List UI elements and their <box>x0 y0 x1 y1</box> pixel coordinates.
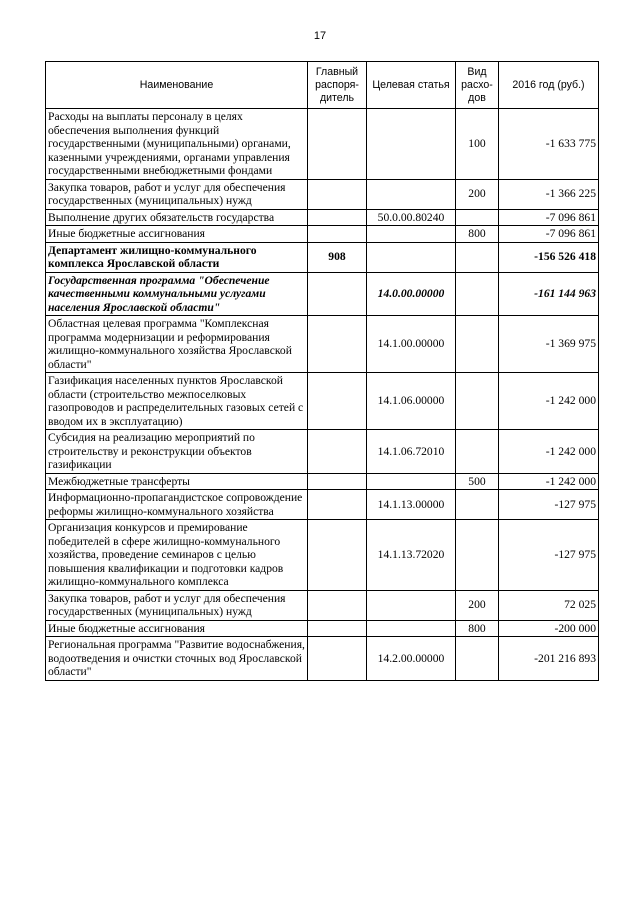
table-row <box>46 242 599 272</box>
cell-gr <box>308 179 367 209</box>
cell-gr <box>308 473 367 490</box>
cell-sum: -161 144 963 <box>499 272 599 316</box>
cell-sum: -1 242 000 <box>499 373 599 430</box>
cell-vr: 800 <box>456 226 499 243</box>
cell-gr <box>308 373 367 430</box>
cell-vr: 800 <box>456 620 499 637</box>
table-row <box>46 490 599 520</box>
cell-name: Областная целевая программа "Комплексная программа модернизации и реформирования жилищно-коммунального хозяйства Ярославской области" <box>46 316 308 373</box>
cell-vr <box>456 373 499 430</box>
table-row <box>46 520 599 591</box>
cell-gr <box>308 637 367 681</box>
cell-gr <box>308 209 367 226</box>
cell-vr <box>456 209 499 226</box>
table-row <box>46 473 599 490</box>
cell-cs: 14.1.06.72010 <box>367 430 456 474</box>
header-celevaya: Целевая статья <box>367 62 456 109</box>
cell-cs: 50.0.00.80240 <box>367 209 456 226</box>
cell-name: Субсидия на реализацию мероприятий по строительству и реконструкции объектов газификации <box>46 430 308 474</box>
cell-sum: -1 366 225 <box>499 179 599 209</box>
cell-gr <box>308 272 367 316</box>
cell-vr <box>456 490 499 520</box>
cell-cs <box>367 620 456 637</box>
cell-sum: -1 242 000 <box>499 430 599 474</box>
cell-vr: 500 <box>456 473 499 490</box>
cell-name: Государственная программа "Обеспечение качественными коммунальными услугами населения Ярославской области" <box>46 272 308 316</box>
cell-gr <box>308 520 367 591</box>
cell-cs <box>367 590 456 620</box>
budget-table <box>45 61 599 681</box>
cell-vr: 200 <box>456 179 499 209</box>
cell-vr <box>456 520 499 591</box>
table-row <box>46 637 599 681</box>
cell-cs <box>367 242 456 272</box>
cell-name: Закупка товаров, работ и услуг для обеспечения государственных (муниципальных) нужд <box>46 179 308 209</box>
cell-name: Организация конкурсов и премирование победителей в сфере жилищно-коммунального хозяйства, проведение семинаров с целью повышения квалификации и подготовки кадров жилищно-коммунального комплекса <box>46 520 308 591</box>
cell-sum: -201 216 893 <box>499 637 599 681</box>
header-amount: 2016 год (руб.) <box>499 62 599 109</box>
table-row <box>46 209 599 226</box>
table-row <box>46 590 599 620</box>
cell-vr <box>456 637 499 681</box>
cell-gr <box>308 109 367 180</box>
cell-vr <box>456 242 499 272</box>
cell-sum: -127 975 <box>499 490 599 520</box>
table-row <box>46 272 599 316</box>
cell-sum: -200 000 <box>499 620 599 637</box>
cell-name: Газификация населенных пунктов Ярославской области (строительство межпоселковых газопроводов и распределительных газовых сетей с вводом их в эксплуатацию) <box>46 373 308 430</box>
cell-vr: 100 <box>456 109 499 180</box>
cell-name: Региональная программа "Развитие водоснабжения, водоотведения и очистки сточных вод Ярославской области" <box>46 637 308 681</box>
cell-cs: 14.1.00.00000 <box>367 316 456 373</box>
cell-sum: -156 526 418 <box>499 242 599 272</box>
cell-cs: 14.1.06.00000 <box>367 373 456 430</box>
cell-sum: -1 369 975 <box>499 316 599 373</box>
cell-gr <box>308 590 367 620</box>
cell-cs: 14.1.13.00000 <box>367 490 456 520</box>
cell-name: Иные бюджетные ассигнования <box>46 226 308 243</box>
cell-gr <box>308 490 367 520</box>
cell-cs <box>367 179 456 209</box>
header-vid: Вид расхо-дов <box>456 62 499 109</box>
table-header-row <box>46 62 599 109</box>
table-row <box>46 620 599 637</box>
cell-cs: 14.0.00.00000 <box>367 272 456 316</box>
cell-name: Иные бюджетные ассигнования <box>46 620 308 637</box>
table-row <box>46 316 599 373</box>
cell-cs <box>367 226 456 243</box>
table-row <box>46 430 599 474</box>
cell-gr: 908 <box>308 242 367 272</box>
table-row <box>46 373 599 430</box>
cell-vr <box>456 272 499 316</box>
cell-sum: 72 025 <box>499 590 599 620</box>
cell-sum: -7 096 861 <box>499 226 599 243</box>
cell-vr <box>456 316 499 373</box>
table-row <box>46 179 599 209</box>
cell-gr <box>308 316 367 373</box>
cell-name: Выполнение других обязательств государства <box>46 209 308 226</box>
cell-gr <box>308 226 367 243</box>
header-glavny: Главный распоря-дитель <box>308 62 367 109</box>
cell-name: Межбюджетные трансферты <box>46 473 308 490</box>
page-number: 17 <box>313 30 327 42</box>
cell-vr <box>456 430 499 474</box>
cell-sum: -7 096 861 <box>499 209 599 226</box>
cell-name: Департамент жилищно-коммунального комплекса Ярославской области <box>46 242 308 272</box>
cell-cs <box>367 473 456 490</box>
cell-gr <box>308 620 367 637</box>
cell-cs <box>367 109 456 180</box>
table-row <box>46 109 599 180</box>
header-name: Наименование <box>46 62 308 109</box>
cell-cs: 14.2.00.00000 <box>367 637 456 681</box>
cell-vr: 200 <box>456 590 499 620</box>
cell-name: Информационно-пропагандистское сопровождение реформы жилищно-коммунального хозяйства <box>46 490 308 520</box>
cell-sum: -127 975 <box>499 520 599 591</box>
cell-gr <box>308 430 367 474</box>
cell-sum: -1 242 000 <box>499 473 599 490</box>
cell-name: Закупка товаров, работ и услуг для обеспечения государственных (муниципальных) нужд <box>46 590 308 620</box>
cell-cs: 14.1.13.72020 <box>367 520 456 591</box>
cell-sum: -1 633 775 <box>499 109 599 180</box>
cell-name: Расходы на выплаты персоналу в целях обеспечения выполнения функций государственными (муниципальными) органами, казенными учреждениями, органами управления государственными внебюджетными фондами <box>46 109 308 180</box>
table-row <box>46 226 599 243</box>
